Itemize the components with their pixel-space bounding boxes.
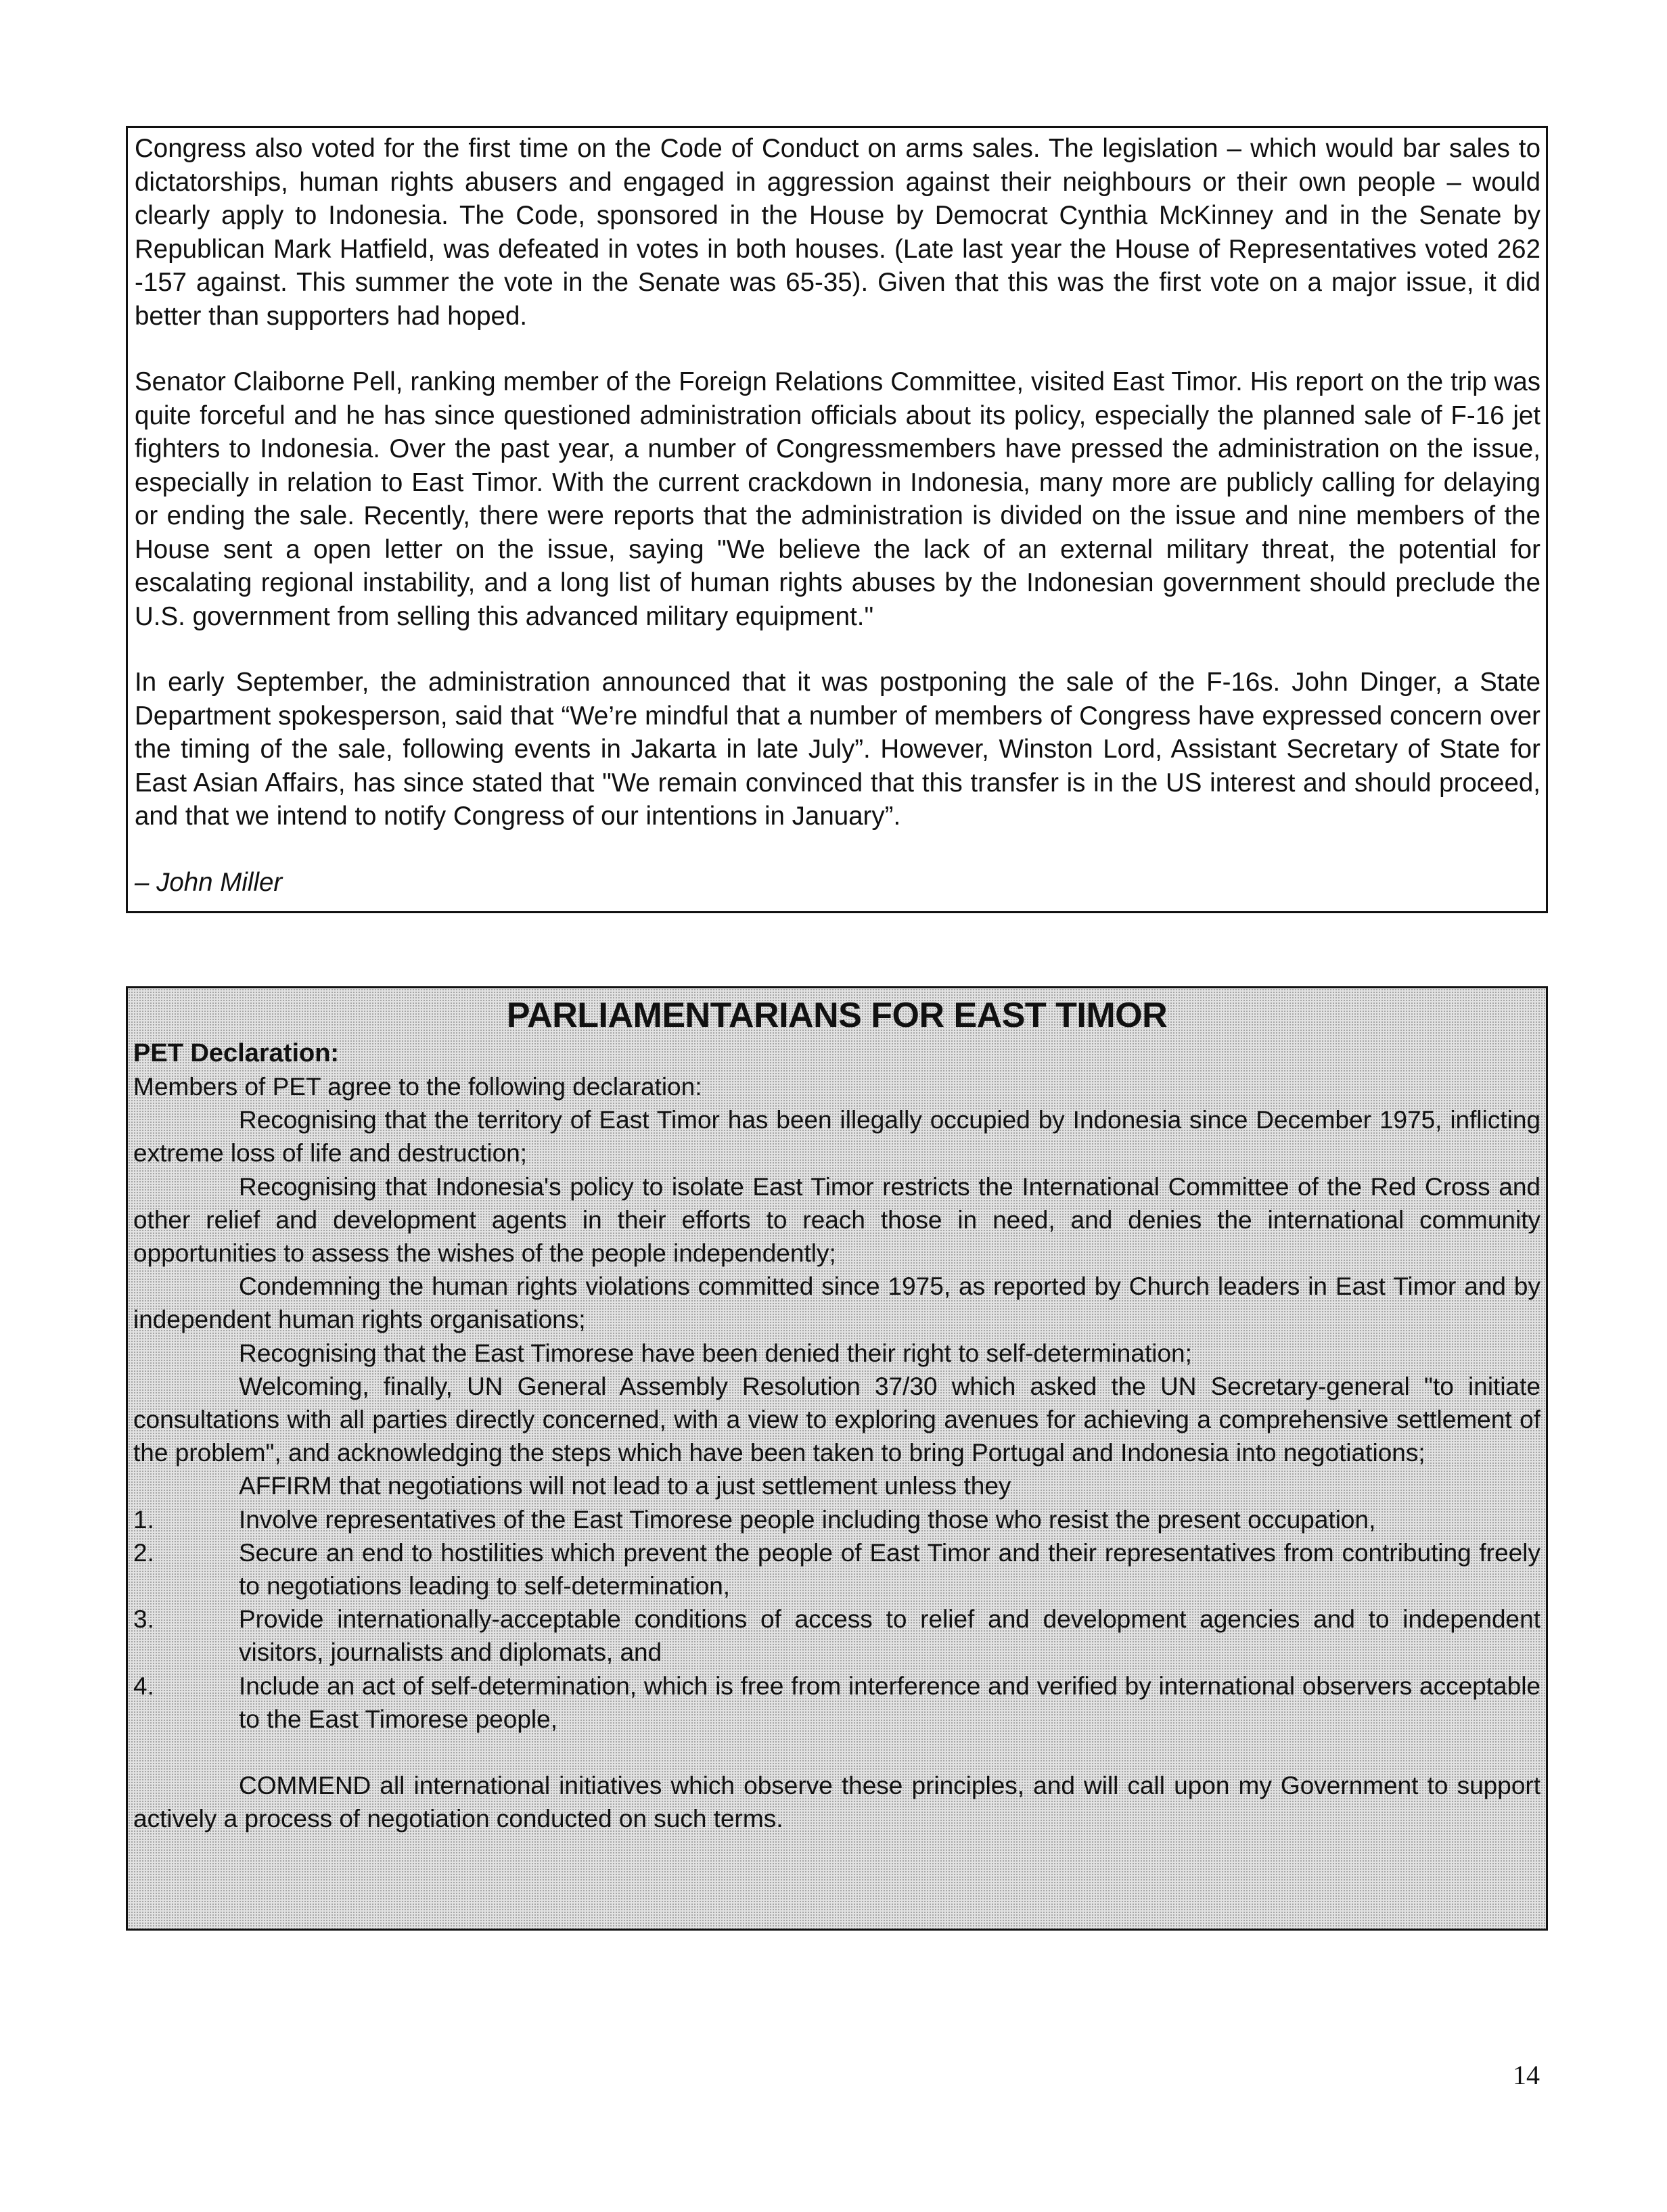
- pet-affirm: AFFIRM that negotiations will not lead to a just settlement unless they: [239, 1472, 1011, 1500]
- list-item-text: Involve representatives of the East Timorese people including those who resist the present occupation,: [239, 1505, 1376, 1534]
- pet-commend: COMMEND all international initiatives which observe these principles, and will call upon my Government to support actively a process of negotiation conducted on such terms.: [133, 1772, 1540, 1833]
- pet-recital-2: Recognising that Indonesia's policy to isolate East Timor restricts the International Committee of the Red Cross and other relief and development agents in their efforts to reach those in need, and denies the international community opportunities to assess the wishes of the people independently;: [133, 1172, 1540, 1268]
- pet-recital-1: Recognising that the territory of East Timor has been illegally occupied by Indonesia since December 1975, inflicting extreme loss of life and destruction;: [133, 1106, 1540, 1168]
- page-number: 14: [1513, 2060, 1540, 2090]
- article-box: [126, 126, 1548, 913]
- pet-list-item: [133, 1503, 1540, 1536]
- list-item-text: Secure an end to hostilities which prevent the people of East Timor and their representatives from contributing freely to negotiations leading to self-determination,: [239, 1538, 1540, 1600]
- list-item-number: 2.: [133, 1538, 154, 1567]
- article-paragraph-3: In early September, the administration announced that it was postponing the sale of the F-16s. John Dinger, a State Department spokesperson, said that “We’re mindful that a number of members of Congress have expressed concern over the timing of the sale, following events in Jakarta in late July”. However, Winston Lord, Assistant Secretary of State for East Asian Affairs, has since stated that "We remain convinced that this transfer is in the US interest and should proceed, and that we intend to notify Congress of our intentions in January”.: [135, 668, 1540, 831]
- article-paragraph-1: Congress also voted for the first time on the Code of Conduct on arms sales. The legislation – which would bar sales to dictatorships, human rights abusers and engaged in aggression against their neighbours or their own people – would clearly apply to Indonesia. The Code, sponsored in the House by Democrat Cynthia McKinney and in the Senate by Republican Mark Hatfield, was defeated in votes in both houses. (Late last year the House of Representatives voted 262 -157 against. This summer the vote in the Senate was 65-35). Given that this was the first vote on a major issue, it did better than supporters had hoped.: [135, 134, 1540, 331]
- pet-list-item: [133, 1603, 1540, 1669]
- list-item-number: 3.: [133, 1605, 154, 1634]
- list-item-number: 4.: [133, 1672, 154, 1700]
- article-paragraph-2: Senator Claiborne Pell, ranking member of the Foreign Relations Committee, visited East Timor. His report on the trip was quite forceful and he has since questioned administration officials about its policy, especially the planned sale of F-16 jet fighters to Indonesia. Over the past year, a number of Congressmembers have pressed the administration on the issue, especially in relation to East Timor. With the current crackdown in Indonesia, many more are publicly calling for delaying or ending the sale. Recently, there were reports that the administration is divided on the issue and nine members of the House sent a open letter on the issue, saying "We believe the lack of an external military threat, the potential for escalating regional instability, and a long list of human rights abuses by the Indonesian government should preclude the U.S. government from selling this advanced military equipment.": [135, 367, 1540, 631]
- pet-declaration-box: [126, 986, 1548, 1931]
- list-item-number: 1.: [133, 1505, 154, 1534]
- author-signature: – John Miller: [135, 867, 283, 897]
- pet-recital-4: Recognising that the East Timorese have been denied their right to self-determination;: [239, 1339, 1192, 1367]
- pet-subtitle: PET Declaration:: [133, 1039, 340, 1067]
- pet-recital-3: Condemning the human rights violations committed since 1975, as reported by Church leaders in East Timor and by independent human rights organisations;: [133, 1272, 1540, 1334]
- pet-intro: Members of PET agree to the following declaration:: [133, 1073, 702, 1101]
- pet-recital-5: Welcoming, finally, UN General Assembly Resolution 37/30 which asked the UN Secretary-general "to initiate consultations with all parties directly concerned, with a view to exploring avenues for achieving a comprehensive settlement of the problem", and acknowledging the steps which have been taken to bring Portugal and Indonesia into negotiations;: [133, 1372, 1540, 1467]
- pet-list-item: [133, 1536, 1540, 1603]
- list-item-text: Include an act of self-determination, which is free from interference and verified by international observers acceptable to the East Timorese people,: [239, 1672, 1540, 1733]
- list-item-text: Provide internationally-acceptable conditions of access to relief and development agencies and to independent visitors, journalists and diplomats, and: [239, 1605, 1540, 1667]
- pet-title: PARLIAMENTARIANS FOR EAST TIMOR: [506, 996, 1168, 1035]
- pet-list-item: [133, 1669, 1540, 1736]
- spacer: [133, 1736, 1540, 1769]
